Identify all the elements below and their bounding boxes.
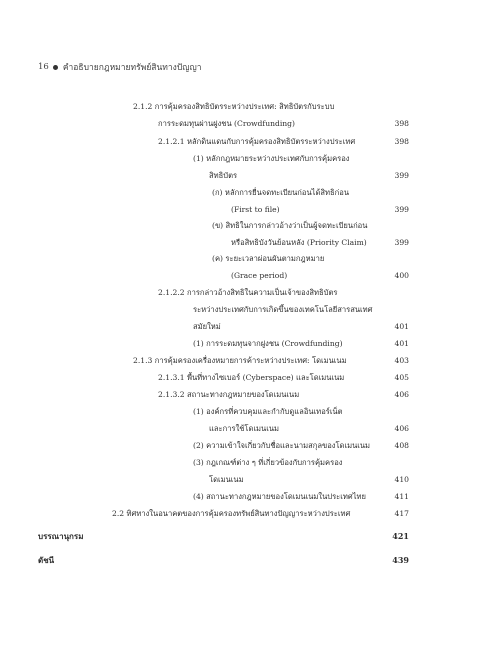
toc-entry-text: (1) การระดมทุนจากฝูงชน (Crowdfunding) [193,339,343,348]
toc-entry-2-1-3-2: 2.1.3.2 สถานะทางกฎหมายของโดเมนเนม [158,390,300,399]
toc-page: 401 [394,322,409,331]
page-number: 16 [38,62,49,72]
toc-page: 399 [394,205,409,214]
toc-entry-2-1-2: 2.1.2 การคุ้มครองสิทธิบัตรระหว่างประเทศ: สิทธิบัตรกับระบบ [133,102,335,111]
toc-entry-2-1-3: 2.1.3 การคุ้มครองเครื่องหมายการค้าระหว่างประเทศ: โดเมนเนม [133,356,347,365]
toc-page: 398 [394,119,409,128]
toc-entry-2-2: 2.2 ทิศทางในอนาคตของการคุ้มครองทรัพย์สินทางปัญญาระหว่างประเทศ [112,509,351,518]
toc-page: 410 [394,475,409,484]
toc-page: 398 [394,137,409,146]
toc-entry-index: ดัชนี [38,555,55,565]
toc-entry-text: (1) หลักกฎหมายระหว่างประเทศกับการคุ้มครอง [193,154,350,163]
toc-entry-text: ระหว่างประเทศกับการเกิดขึ้นของเทคโนโลยีสารสนเทศ [193,305,373,314]
toc-entry-text: (2) ความเข้าใจเกี่ยวกับชื่อและนามสกุลของโดเมนเนม [193,441,371,450]
toc-entry-text: (ข) สิทธิในการกล่าวอ้างว่าเป็นผู้จดทะเบียนก่อน [212,221,368,230]
toc-entry-text: (ก) หลักการยื่นจดทะเบียนก่อนได้สิทธิก่อน [212,188,350,197]
toc-page: 401 [394,339,409,348]
toc-entry-text: (3) กฎเกณฑ์ต่าง ๆ ที่เกี่ยวข้องกับการคุ้มครอง [193,458,343,467]
toc-entry-2-1-2-2: 2.1.2.2 การกล่าวอ้างสิทธิในความเป็นเจ้าของสิทธิบัตร [158,288,338,297]
toc-page: 399 [394,238,409,247]
toc-entry-text: การระดมทุนผ่านฝูงชน (Crowdfunding) [158,119,295,128]
toc-page: 411 [394,492,409,501]
toc-entry-text: (First to file) [231,205,280,214]
toc-page: 405 [394,373,409,382]
toc-entry-text: (1) องค์กรที่ควบคุมและกำกับดูแลอินเทอร์เน็ต [193,407,343,416]
toc-entry-text: (4) สถานะทางกฎหมายของโดเมนเนมในประเทศไทย [193,492,366,501]
toc-entry-text: และการใช้โดเมนเนม [209,424,280,433]
toc-entry-2-1-3-1: 2.1.3.1 พื้นที่ทางไซเบอร์ (Cyberspace) และโดเมนเนม [158,373,345,382]
toc-entry-text: (Grace period) [231,271,288,280]
toc-entry-text: (ค) ระยะเวลาผ่อนผันตามกฎหมาย [212,254,325,263]
toc-entry-text: สิทธิบัตร [209,171,238,180]
running-title: คำอธิบายกฎหมายทรัพย์สินทางปัญญา [62,63,202,73]
toc-page: 400 [394,271,409,280]
toc-entry-text: โดเมนเนม [209,475,244,484]
toc-page: 439 [392,555,409,565]
toc-page: 403 [394,356,409,365]
toc-entry-text: สมัยใหม่ [193,322,221,331]
toc-page: 406 [394,424,409,433]
toc-entry-bibliography: บรรณานุกรม [38,531,84,541]
toc-page: 417 [394,509,409,518]
toc-page: 399 [394,171,409,180]
toc-page: 408 [394,441,409,450]
toc-entry-2-1-2-1: 2.1.2.1 หลักดินแดนกับการคุ้มครองสิทธิบัตรระหว่างประเทศ [158,137,356,146]
toc-page: 406 [394,390,409,399]
toc-page: 421 [392,531,409,541]
toc-entry-text: หรือสิทธิบังวันย้อนหลัง (Priority Claim) [231,238,367,247]
